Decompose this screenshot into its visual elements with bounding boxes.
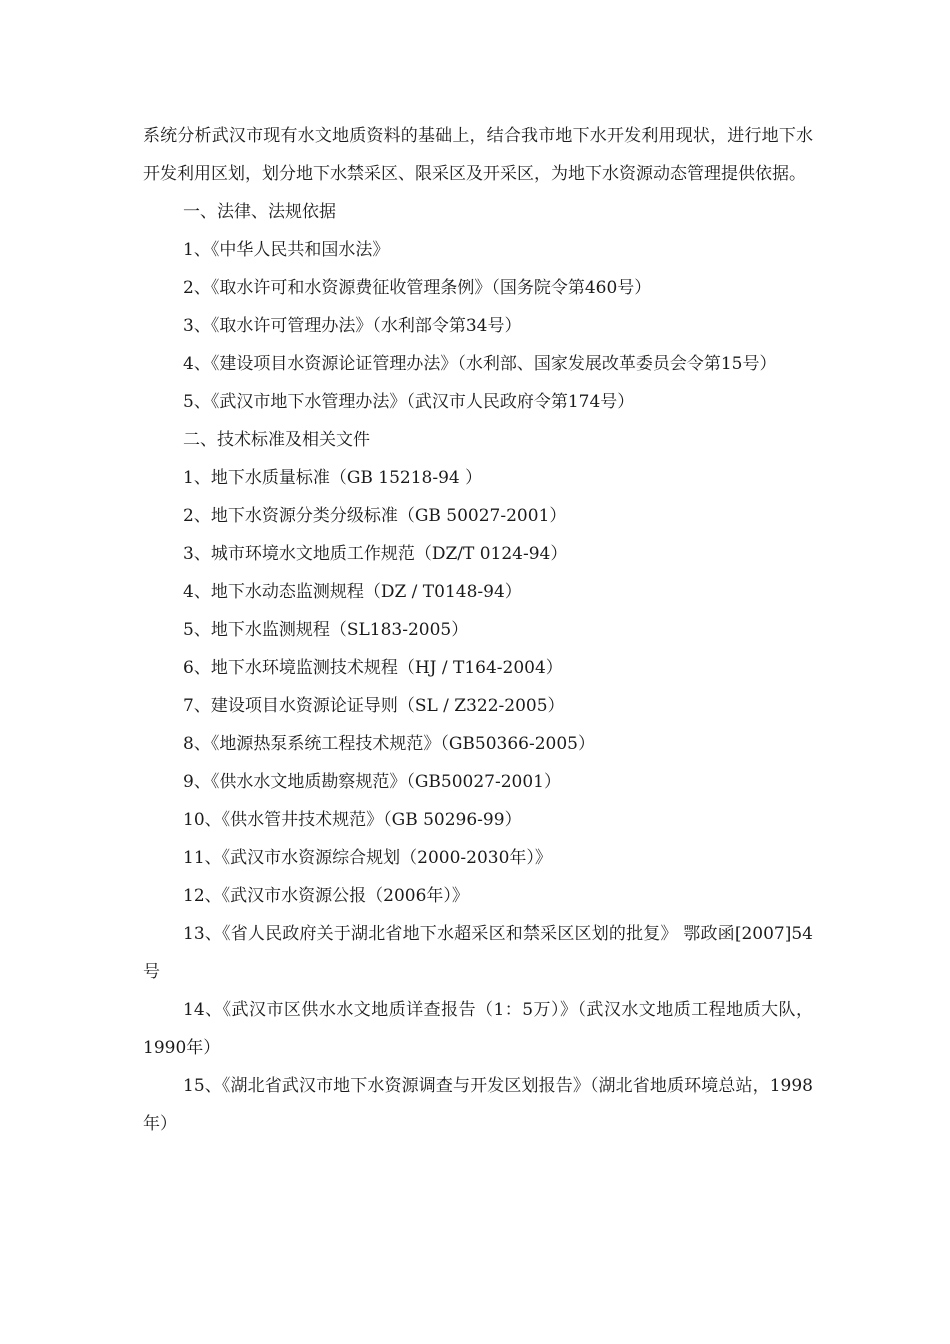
law-item: 4、《建设项目水资源论证管理办法》（水利部、国家发展改革委员会令第15号）	[183, 354, 777, 374]
law-item: 2、《取水许可和水资源费征收管理条例》（国务院令第460号）	[183, 278, 652, 298]
section-heading-laws: 一、法律、法规依据	[183, 202, 336, 222]
standard-item: 1、地下水质量标准（GB 15218-94 ）	[183, 468, 483, 488]
standard-item: 6、地下水环境监测技术规程（HJ / T164-2004）	[183, 658, 563, 678]
document-body	[143, 117, 813, 1143]
standard-item: 8、《地源热泵系统工程技术规范》（GB50366-2005）	[183, 734, 595, 754]
standard-item: 3、城市环境水文地质工作规范（DZ/T 0124-94）	[183, 544, 568, 564]
standard-item: 4、地下水动态监测规程（DZ / T0148-94）	[183, 582, 522, 602]
standard-item: 15、《湖北省武汉市地下水资源调查与开发区划报告》（湖北省地质环境总站，1998年）	[143, 1076, 813, 1134]
section-heading-standards: 二、技术标准及相关文件	[183, 430, 370, 450]
standard-item: 7、建设项目水资源论证导则（SL / Z322-2005）	[183, 696, 565, 716]
standard-item: 11、《武汉市水资源综合规划（2000-2030年）》	[183, 848, 552, 868]
standard-item: 5、地下水监测规程（SL183-2005）	[183, 620, 469, 640]
standard-item: 12、《武汉市水资源公报（2006年）》	[183, 886, 469, 906]
law-item: 5、《武汉市地下水管理办法》（武汉市人民政府令第174号）	[183, 392, 635, 412]
law-item: 3、《取水许可管理办法》（水利部令第34号）	[183, 316, 522, 336]
standard-item: 13、《省人民政府关于湖北省地下水超采区和禁采区区划的批复》 鄂政函[2007]54号	[143, 924, 813, 982]
standard-item: 14、《武汉市区供水水文地质详查报告（1：5万）》（武汉水文地质工程地质大队，1990年）	[143, 1000, 813, 1058]
intro-paragraph: 系统分析武汉市现有水文地质资料的基础上，结合我市地下水开发利用现状，进行地下水开发利用区划，划分地下水禁采区、限采区及开采区，为地下水资源动态管理提供依据。	[143, 126, 813, 184]
standard-item: 9、《供水水文地质勘察规范》（GB50027-2001）	[183, 772, 561, 792]
standard-item: 10、《供水管井技术规范》（GB 50296-99）	[183, 810, 522, 830]
law-item: 1、《中华人民共和国水法》	[183, 240, 390, 260]
standard-item: 2、地下水资源分类分级标准（GB 50027-2001）	[183, 506, 567, 526]
